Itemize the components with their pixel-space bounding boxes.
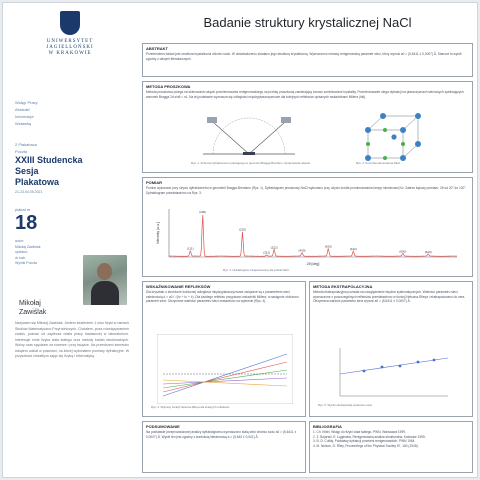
poster-number: 18 [15, 212, 38, 234]
fig1-caption: Rys. 1. Schemat dyfraktometru pracującego w geometrii Bragga-Brentano. Opracowanie własne. [191, 161, 311, 165]
abstract-section [142, 43, 473, 77]
x-axis-label: 2θ [deg] [306, 262, 320, 266]
extrapolation-text: Metoda ekstrapolacyjna pozwala na uwzględnienie błędów systematycznych. Wartości parametru sieci wyznaczone z poszczególnych refleksów przedstawiono w funkcji Nelsona-Rileya i ekstrapolowano do zera. Otrzymana wartość parametru sieci wynosi a0 = (5,6411 ± 0,0007) Å. [313, 290, 466, 304]
side-link[interactable]: Abstrakt [15, 107, 30, 112]
poster-number-block [15, 207, 37, 234]
extrapolation-heading: METODA EKSTRAPOLACYJNA [313, 284, 373, 289]
peak-label: (420) [324, 244, 332, 249]
crest-icon [60, 11, 80, 35]
summary-text: Na podstawie przeprowadzonej analizy dyfraktogramu wyznaczono stałą sieci chlorku sodu a0 = (5,6411 ± 0,0007) Å. Wynik ten jest zgodny z wartością literaturową a = (5,640 ± 0,001) Å. [146, 430, 297, 439]
peak-label: (111) [187, 246, 194, 251]
poster-title: Badanie struktury krystalicznej NaCl [203, 15, 412, 30]
method-text: Metoda proszkowa polega na skierowaniu wiązki promieniowania rentgenowskiego na próbkę proszkową zawierającą losowo zorientowane krystality. Promieniowanie ulega dyfrakcji na płaszczyznach sieciowych spełniających warunek Bragga 2d sinθ = nλ. Na tej podstawie wyznacza się odległości międzypłaszczyznowe dla kolejnych refleksów opisanych wskaźnikami Millera (hkl). [146, 90, 464, 99]
session-title: XXIII Studencka Sesja Plakatowa [15, 155, 83, 187]
meta-line: Mikołaj Zawiślak [15, 244, 41, 249]
references-heading: BIBLIOGRAFIA [313, 424, 342, 429]
poster-number-label: plakat nr [15, 207, 31, 212]
meta-line: Wyniki Poczta [15, 261, 37, 265]
fig3-caption: Rys. 3. Dyfraktogram zarejestrowany dla próbki NaCl. [223, 268, 290, 272]
session-block [15, 155, 85, 194]
author-name [19, 299, 77, 317]
reflections-heading: WSKAŹNIKOWANIE REFLEKSÓW [146, 284, 211, 289]
session-date: 21-23.04.05.2021 [15, 190, 43, 194]
reflections-section [142, 281, 306, 417]
abstract-heading: ABSTRAKT [146, 46, 168, 51]
summary-heading: PODSUMOWANIE [146, 424, 180, 429]
reference-item: 2. Z. Bojarski, E. Łągiewka, Rentgenowska analiza strukturalna, Katowice 1995. [313, 434, 426, 439]
measurement-text: Pomiar wykonano przy użyciu dyfraktometru w geometrii Bragga-Brentano (Rys. 1). Dyfraktogram proszkowy NaCl wykonano przy użyciu źródła promieniowania lampy miedziowej Kα. Zakres kątowy pomiaru: 2θ od 20° do 120°. Dyfraktogram przedstawiono na Rys. 3. [146, 186, 467, 195]
logo-line-1: UNIWERSYTET [46, 39, 94, 44]
side-links [15, 99, 38, 155]
side-meta [15, 239, 40, 267]
peak-label: (620) [424, 249, 432, 254]
xrd-series-line [169, 215, 457, 256]
reference-item: 1. Ch. Kittel, Wstęp do fizyki ciała stałego, PWN, Warszawa 1999. [313, 430, 406, 434]
diffractometer-diagram [193, 112, 305, 162]
references-section [309, 421, 473, 473]
side-link[interactable]: 2 Plakatowa [15, 142, 37, 147]
method-section [142, 81, 473, 173]
university-logo [40, 11, 100, 57]
peak-label: (222) [270, 245, 278, 250]
peak-label: (400) [298, 248, 306, 253]
poster-main [138, 3, 477, 477]
side-link[interactable]: Poczta [15, 149, 28, 154]
y-axis-label: Intensity [a.u.] [156, 222, 160, 244]
peak-label: (422) [349, 246, 357, 251]
nelson-riley-plot [157, 334, 293, 404]
peak-label: (220) [238, 227, 246, 232]
meta-line: autor: [15, 239, 24, 243]
summary-section [142, 421, 306, 473]
extrapolation-plot [334, 344, 452, 402]
measurement-section [142, 177, 473, 277]
peak-label: (311) [263, 250, 271, 255]
method-heading: METODA PROSZKOWA [146, 84, 191, 89]
logo-line-2: JAGIELLOŃSKI [46, 45, 94, 50]
extrapolation-section [309, 281, 473, 417]
poster [2, 2, 478, 478]
author-photo [83, 255, 127, 305]
reflections-text: Dla kryształu o strukturze kubicznej odległości międzypłaszczyznowe związane są z parametrem sieci zależnością d = a0 / √(h² + k² + l²). Dla każdego refleksu przypisano wskaźniki Millera, a następnie obliczono parametr sieci. Otrzymane wartości parametru sieci zestawiono na wykresie (Rys. 4). [146, 290, 299, 304]
author-last-name: Zawiślak [19, 309, 47, 316]
meta-line: opiekun: [15, 250, 29, 254]
abstract-text: Przedmiotem badań jest struktura krystaliczna chlorku sodu. W doświadczeniu zbadano jego strukturę krystaliczną. Wyznaczono metodą rentgenowską parametr sieci, który wynosi a0 = (5,6411 ± 0,0007) Å. Stanowi to wynik zgodny z danymi literaturowymi. [146, 52, 462, 61]
fig2-caption: Rys. 2. Komórka elementarna NaCl. [356, 161, 401, 165]
peak-label: (200) [199, 210, 207, 214]
reference-item: 4. M. Nelson, D. Riley, Proceedings of the Physical Society 57, 160 (1945). [313, 443, 419, 448]
author-first-name: Mikołaj [19, 300, 41, 307]
logo-line-3: W KRAKOWIE [48, 51, 92, 56]
fig4-caption: Rys. 4. Wykresy funkcji Nelsona-Rileya dla kolejnych refleksów. [151, 405, 230, 409]
poster-sidebar [3, 3, 136, 477]
meta-line: dr hab. [15, 255, 26, 260]
side-link[interactable]: Wstawkę [15, 121, 32, 126]
nacl-unit-cell [358, 110, 438, 162]
side-link[interactable]: Informacje [15, 114, 34, 119]
author-bio: Nazywam się Mikołaj Zawiślak. Jestem studentem 1 roku fizyki w ramach Studiów Matematyczno-Przyrodniczych. Chciałem, poza rozwiązywaniem zadań, poznać od zaplecza realia pracy badawczej w laboratorium. Interesuje mnie fizyka ciała stałego oraz metody badań strukturalnych. Wolny czas spędzam na rowerze i przy książce. Na przestrzeni semestru wziąłem udział w pracowni, na której wykonałem pomiary dyfrakcyjne. W przyszłości chciałbym zająć się fizyką i informatyką. [15, 321, 129, 358]
peak-label: (600) [399, 249, 407, 254]
measurement-heading: POMIAR [146, 180, 162, 185]
fig5-caption: Rys. 5. Wyniki ekstrapolacji parametru sieci. [318, 403, 373, 407]
side-link[interactable]: Wstęp Pracy [15, 100, 38, 105]
xrd-diffractogram [151, 205, 465, 267]
reference-item: 3. B. D. Cullity, Podstawy dyfrakcji promieni rentgenowskich, PWN 1964. [313, 439, 416, 444]
